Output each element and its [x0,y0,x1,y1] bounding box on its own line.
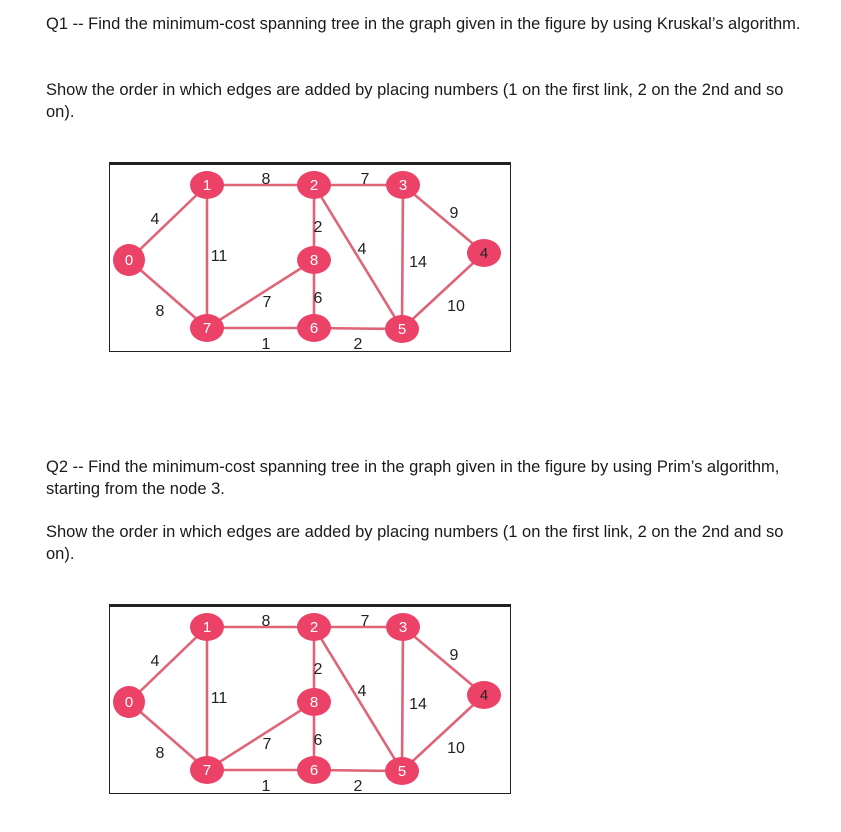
edge-weight-1-7: 11 [210,690,227,708]
node-label-8: 8 [309,251,318,269]
edge-weight-0-7: 8 [155,745,164,763]
node-label-6: 6 [309,761,318,779]
edge-weight-2-5: 4 [357,241,366,259]
edge-weight-5-6: 2 [353,336,362,352]
node-label-4: 4 [479,244,488,262]
q1-title: Q1 -- Find the minimum-cost spanning tree in the graph given in the figure by using Kruskal’s algorithm. [46,15,801,33]
node-label-3: 3 [398,618,407,636]
node-0 [113,244,145,276]
node-6 [297,314,331,342]
q1-instruction: Show the order in which edges are added by placing numbers (1 on the first link, 2 on the 2nd and so on). [46,81,784,121]
edge-7-8 [207,702,314,770]
node-3 [386,613,420,641]
node-label-2: 2 [309,176,318,194]
node-5 [385,757,419,785]
node-label-5: 5 [397,762,406,780]
edge-weight-6-8: 6 [313,290,322,308]
edge-weight-2-3: 7 [360,613,369,631]
node-6 [297,756,331,784]
q1-graph-figure [109,162,511,352]
edge-weight-1-7: 11 [210,248,227,266]
node-label-1: 1 [202,618,211,636]
node-7 [190,756,224,784]
node-label-7: 7 [202,319,211,337]
edge-0-1 [129,185,207,260]
node-label-1: 1 [202,176,211,194]
edge-weight-6-7: 1 [261,778,270,794]
edge-0-1 [129,627,207,702]
node-label-7: 7 [202,761,211,779]
node-0 [113,686,145,718]
node-label-6: 6 [309,319,318,337]
edge-weight-5-6: 2 [353,778,362,794]
edge-weight-2-5: 4 [357,683,366,701]
node-label-0: 0 [124,693,133,711]
q2-instruction: Show the order in which edges are added by placing numbers (1 on the first link, 2 on the 2nd and so on). [46,523,784,563]
node-7 [190,314,224,342]
node-8 [297,688,331,716]
edge-weight-3-5: 14 [408,254,427,272]
node-label-5: 5 [397,320,406,338]
edge-weight-6-7: 1 [261,336,270,352]
node-3 [386,171,420,199]
node-1 [190,613,224,641]
edge-weight-2-3: 7 [360,171,369,189]
edge-weight-7-8: 7 [262,294,271,312]
q2-graph-figure [109,604,511,794]
edge-weight-3-5: 14 [408,696,427,714]
edge-weight-2-8: 2 [313,661,322,679]
node-8 [297,246,331,274]
edge-weight-0-1: 4 [150,211,159,229]
edge-weight-3-4: 9 [449,205,458,223]
node-1 [190,171,224,199]
edge-weight-1-2: 8 [261,613,270,631]
node-label-0: 0 [124,251,133,269]
node-label-3: 3 [398,176,407,194]
edge-3-4 [403,627,484,695]
node-2 [297,613,331,641]
edge-weight-7-8: 7 [262,736,271,754]
node-2 [297,171,331,199]
edge-7-8 [207,260,314,328]
edge-3-5 [402,627,403,771]
node-4 [467,239,501,267]
edge-weight-0-1: 4 [150,653,159,671]
node-5 [385,315,419,343]
edge-3-5 [402,185,403,329]
node-label-2: 2 [309,618,318,636]
edge-weight-4-5: 10 [446,740,465,758]
edge-weight-0-7: 8 [155,303,164,321]
edge-weight-2-8: 2 [313,219,322,237]
edge-weight-4-5: 10 [446,298,465,316]
edge-3-4 [403,185,484,253]
node-label-8: 8 [309,693,318,711]
q1-graph-svg [109,162,511,352]
edge-weight-6-8: 6 [313,732,322,750]
edge-weight-1-2: 8 [261,171,270,189]
q2-title: Q2 -- Find the minimum-cost spanning tree in the graph given in the figure by using Prim’s algorithm, starting from the node 3. [46,458,780,498]
q2-graph-svg [109,604,511,794]
node-label-4: 4 [479,686,488,704]
node-4 [467,681,501,709]
edge-weight-3-4: 9 [449,647,458,665]
